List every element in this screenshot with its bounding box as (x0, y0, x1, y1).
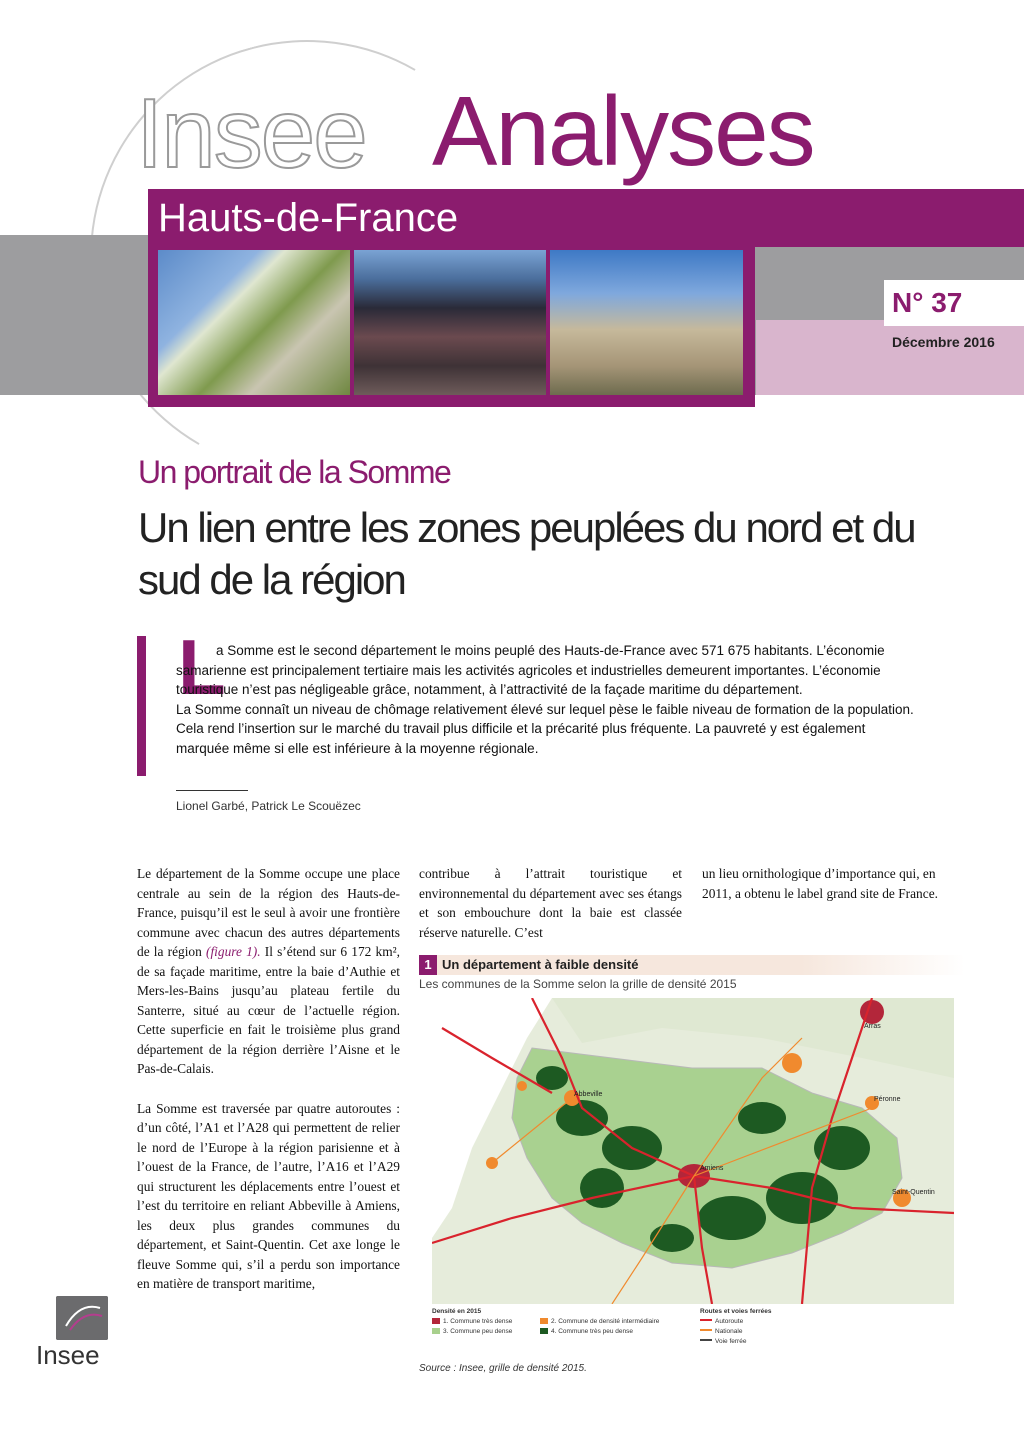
brand-analyses: Analyses (432, 76, 814, 186)
legend-item (432, 1328, 512, 1336)
figure-subtitle: Les communes de la Somme selon la grille de densité 2015 (419, 977, 737, 991)
legend-item (540, 1328, 633, 1336)
issue-number: N° 37 (892, 287, 963, 318)
map-label-amiens: Amiens (700, 1165, 724, 1172)
map-label-saint-quentin: Saint-Quentin (892, 1189, 935, 1196)
legend-item (540, 1318, 659, 1326)
article-supertitle: Un portrait de la Somme (138, 454, 451, 490)
body-column-1 (137, 864, 400, 1314)
article-title: Un lien entre les zones peuplées du nord et du sud de la région (138, 504, 915, 603)
roads-legend-item (700, 1318, 743, 1326)
dense-cluster (766, 1172, 838, 1224)
cathedral-photo (550, 250, 743, 395)
crowd-festival-photo (354, 250, 546, 395)
body-text: Le département de la Somme occupe une place centrale au sein de la région des Hauts-de-France, puisqu’il est le seul à avoir une frontière commune avec chacun des autres départements de la région (137, 866, 400, 959)
legend-label: 3. Commune peu dense (443, 1328, 513, 1335)
legend-line (700, 1319, 712, 1321)
region-name: Hauts-de-France (158, 196, 459, 240)
legend-swatch (432, 1318, 440, 1324)
brand-insee: Insee (136, 78, 366, 188)
body-paragraph (137, 864, 400, 1079)
body-paragraph: un lieu ornithologique d’importance qui, en 2011, a obtenu le label grand site de France. (702, 866, 938, 901)
body-column-3 (702, 864, 965, 923)
authors: Lionel Garbé, Patrick Le Scouëzec (176, 799, 361, 813)
cliff-coast-photo (158, 250, 350, 395)
map-label-arras: Arras (864, 1023, 881, 1030)
roads-legend-title: Routes et voies ferrées (700, 1308, 772, 1315)
legend-label: Autoroute (715, 1318, 744, 1325)
lead-dropcap: L (178, 623, 226, 711)
figure-title: Un département à faible densité (442, 957, 639, 972)
lead-accent-bar (137, 636, 146, 776)
legend-swatch (432, 1328, 440, 1334)
density-map (432, 998, 954, 1304)
dense-cluster (650, 1224, 694, 1252)
lead-paragraph (176, 641, 916, 759)
dense-cluster (738, 1102, 786, 1134)
legend-label: 4. Commune très peu dense (551, 1328, 634, 1335)
town (782, 1053, 802, 1073)
legend-label: Voie ferrée (715, 1338, 747, 1345)
map-label-abbeville: Abbeville (574, 1091, 603, 1098)
authors-rule (176, 790, 248, 791)
legend-label: Nationale (715, 1328, 743, 1335)
lead-text-2: La Somme connaît un niveau de chômage relativement élevé sur lequel pèse le faible niveau de formation de la population. Cela rend l’insertion sur le marché du travail plus difficile et la précarité plus fréquente. La pauvreté y est également marquée même si elle est inférieure à la moyenne régionale. (176, 701, 914, 756)
insee-logo-icon (56, 1296, 108, 1340)
insee-logo-text: Insee (36, 1340, 100, 1370)
figure-reference-link[interactable]: (figure 1). (205, 944, 261, 959)
map-legend (432, 1308, 954, 1352)
legend-title: Densité en 2015 (432, 1308, 482, 1315)
legend-item (432, 1318, 512, 1326)
issue-date: Décembre 2016 (892, 334, 995, 350)
figure-number: 1 (419, 955, 437, 975)
figure-source: Source : Insee, grille de densité 2015. (419, 1363, 587, 1374)
legend-line (700, 1329, 712, 1331)
body-paragraph: La Somme est traversée par quatre autoroutes : d’un côté, l’A1 et l’A28 qui permettent de relier le nord de l’Europe à la région parisienne et à l’ouest de la France, de l’autre, l’A16 et l’A29 qui structurent les déplacements entre l’ouest et l’est du territoire en reliant Abbeville à Amiens, les deux plus grandes communes du département, et Saint-Quentin. Cet axe longe le fleuve Somme qui, s’il a perdu son importance en matière de transport maritime, (137, 1100, 400, 1291)
legend-label: 1. Commune très dense (443, 1318, 513, 1325)
roads-legend-item (700, 1338, 746, 1346)
lead-text-1: a Somme est le second département le moins peuplé des Hauts-de-France avec 571 675 habitants. L’économie samarienne est principalement tertiaire mais les activités agricoles et industrielles demeurent importantes. L’économie touristique n’est pas négligeable grâce, notamment, à l’attractivité de la façade maritime du département. (176, 643, 885, 698)
legend-line (700, 1339, 712, 1341)
dense-cluster (698, 1196, 766, 1240)
roads-legend-item (700, 1328, 742, 1336)
body-column-2 (419, 864, 682, 962)
legend-label: 2. Commune de densité intermédiaire (551, 1318, 660, 1325)
legend-swatch (540, 1318, 548, 1324)
body-paragraph: contribue à l’attrait touristique et environnemental du département avec ses étangs et son embouchure dont la baie est classée réserve naturelle. C’est (419, 866, 682, 940)
dense-cluster (580, 1168, 624, 1208)
legend-swatch (540, 1328, 548, 1334)
body-text: Il s’étend sur 6 172 km², de sa façade maritime, entre la baie d’Authie et Mers-les-Bains jusqu’au plateau fertile du Santerre, situé au cœur de l’actuelle région. Cette superficie en fait le troisième plus grand département de la région derrière l’Aisne et le Pas-de-Calais. (137, 944, 400, 1076)
town (517, 1081, 527, 1091)
map-label-peronne: Péronne (874, 1096, 901, 1103)
